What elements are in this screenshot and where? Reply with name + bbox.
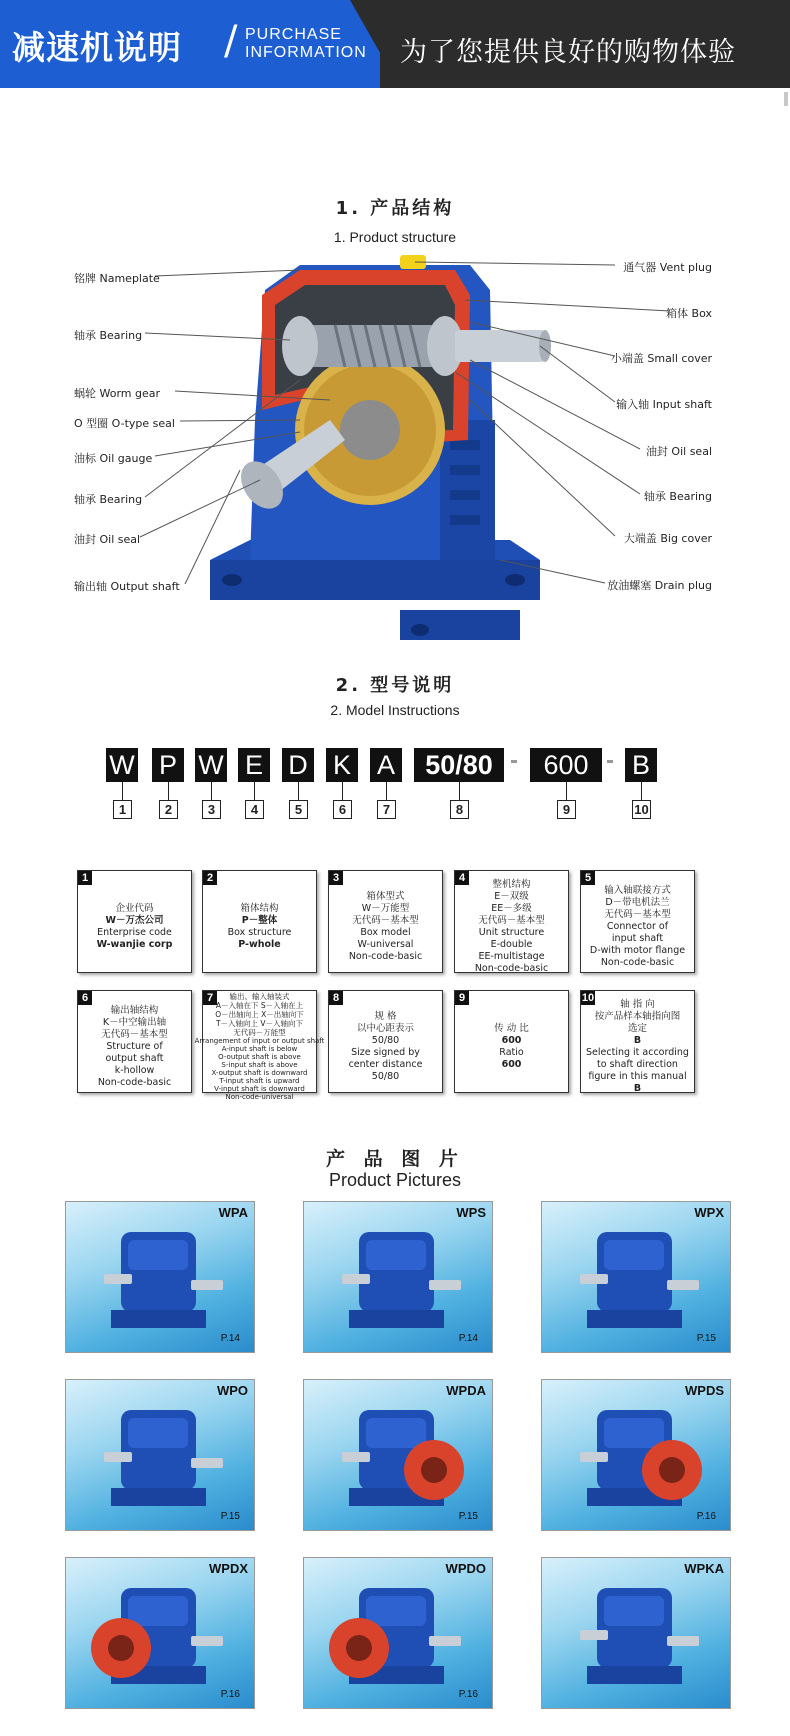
product-page-ref: P.14 [458,1333,478,1344]
section1-title-cn: 1. 产品结构 [335,198,455,219]
code-dash-1 [511,760,517,763]
label-input-shaft: 输入轴 Input shaft [616,398,712,411]
info-card-4 [454,870,569,973]
num-box-6: 6 [333,800,352,819]
card-number: 6 [78,991,92,1005]
card-line: O-output shaft is above [218,1053,301,1061]
code-ratio: 600 [530,748,602,782]
product-tile-wpka[interactable] [541,1557,731,1709]
card-text [81,885,188,968]
label-bearing-right: 轴承 Bearing [643,490,712,503]
card-line: 选定 [627,1022,647,1034]
card-text [458,878,565,974]
product-name: WPDX [209,1561,248,1576]
num-connector-10 [641,782,642,800]
code-size: 50/80 [414,748,504,782]
card-line: input shaft [611,932,664,944]
num-connector-1 [122,782,123,800]
product-page-ref: P.14 [220,1333,240,1344]
num-connector-2 [168,782,169,800]
card-line: B [633,1034,642,1046]
card-line: Unit structure [478,926,545,938]
code-letter-6: K [326,748,358,782]
product-name: WPKA [684,1561,724,1576]
card-line: 600 [501,1034,522,1046]
label-vent-plug: 通气器 Vent plug [623,261,712,274]
card-line: 传 动 比 [494,1022,529,1034]
num-box-5: 5 [289,800,308,819]
gearbox-product-image [66,1558,254,1708]
card-line: D-with motor flange [589,944,686,956]
card-line: P-whole [238,938,281,950]
card-line: O－出轴向上 X－出轴向下 [215,1010,304,1019]
card-line: to shaft direction [597,1058,678,1070]
label-bearing-left-1: 轴承 Bearing [74,329,143,342]
info-card-2 [202,870,317,973]
card-line: 无代码－基本型 [101,1028,168,1040]
card-line: Non-code-basic [97,1076,172,1088]
card-line: Box model [360,926,411,938]
info-card-3 [328,870,443,973]
info-card-1 [77,870,192,973]
section1-title-en: 1. Product structure [333,229,457,245]
card-line: 整机结构 [492,878,531,890]
product-page-ref: P.16 [220,1689,240,1700]
gearbox-product-image [542,1380,730,1530]
products-title-en: Product Pictures [328,1170,462,1190]
card-text [458,1005,565,1088]
card-line: K－中空输出轴 [102,1016,167,1028]
num-connector-6 [342,782,343,800]
card-line: center distance [348,1058,423,1070]
label-drain-plug: 放油螺塞 Drain plug [607,579,712,592]
card-line: 箱体结构 [240,902,279,914]
code-dash-2 [607,760,613,763]
card-line: Structure of [106,1040,163,1052]
gearbox-product-image [304,1380,492,1530]
label-box: 箱体 Box [666,307,712,320]
card-line: Size signed by [351,1046,420,1058]
product-name: WPX [694,1205,724,1220]
card-line: 按产品样本轴指向图 [594,1010,681,1022]
product-tile-wpdx[interactable] [65,1557,255,1709]
card-text [584,885,691,968]
product-name: WPDA [446,1383,486,1398]
card-line: Non-code-basic [600,956,675,968]
card-number: 1 [78,871,92,885]
section2-title-cn: 2. 型号说明 [335,675,455,696]
card-line: W－万杰公司 [105,914,164,926]
card-number: 3 [329,871,343,885]
card-line: S-input shaft is above [221,1061,298,1069]
card-text [194,992,325,1101]
card-text [332,1005,439,1088]
card-line: P－整体 [241,914,278,926]
card-text [206,885,313,968]
label-oil-seal-right: 油封 Oil seal [645,445,712,458]
product-page-ref: P.15 [696,1333,716,1344]
card-line: Connector of [606,920,669,932]
card-line: figure in this manual [588,1070,687,1082]
card-line: A-input shaft is below [221,1045,298,1053]
product-page-ref: P.15 [220,1511,240,1522]
product-tile-wpx[interactable] [541,1201,731,1353]
card-line: V-input shaft is downward [214,1085,305,1093]
card-number: 9 [455,991,469,1005]
num-connector-5 [298,782,299,800]
product-tile-wpo[interactable] [65,1379,255,1531]
card-line: T-input shaft is upward [219,1077,300,1085]
num-connector-7 [386,782,387,800]
card-line: k-hollow [114,1064,155,1076]
card-line: 无代码－基本型 [478,914,545,926]
num-box-1: 1 [113,800,132,819]
card-line: Box structure [227,926,292,938]
card-line: EE-multistage [478,950,545,962]
card-line: A－入轴在下 S－入轴在上 [215,1001,304,1010]
num-box-9: 9 [557,800,576,819]
card-line: 企业代码 [115,902,154,914]
num-box-4: 4 [245,800,264,819]
num-box-8: 8 [450,800,469,819]
gearbox-product-image [66,1202,254,1352]
card-line: 50/80 [371,1070,400,1082]
card-line: 输入轴联接方式 [604,884,671,896]
products-title-cn: 产 品 图 片 [326,1148,464,1170]
num-box-2: 2 [159,800,178,819]
label-oil-seal-left: 油封 Oil seal [74,533,141,546]
code-letter-5: D [282,748,314,782]
label-small-cover: 小端盖 Small cover [610,352,712,365]
card-line: output shaft [105,1052,164,1064]
code-letter-4: E [238,748,270,782]
num-connector-3 [211,782,212,800]
card-number: 5 [581,871,595,885]
label-nameplate: 铭牌 Nameplate [74,272,160,285]
product-name: WPDS [685,1383,724,1398]
num-connector-9 [566,782,567,800]
code-letter-7: A [370,748,402,782]
info-card-5 [580,870,695,973]
label-oil-gauge: 油标 Oil gauge [74,452,153,465]
card-line: 输出、输入轴装式 [229,992,290,1001]
label-o-type-seal: O 型圈 O-type seal [74,417,175,430]
card-line: 箱体型式 [366,890,405,902]
gearbox-product-image [542,1202,730,1352]
header-slash: / [224,18,238,64]
info-card-9 [454,990,569,1093]
num-box-10: 10 [632,800,651,819]
gearbox-product-image [304,1202,492,1352]
card-line: 以中心距表示 [356,1022,414,1034]
card-line: X-output shaft is downward [211,1069,308,1077]
card-line: 50/80 [371,1034,400,1046]
product-page-ref: P.15 [458,1511,478,1522]
product-name: WPDO [445,1561,486,1576]
card-text [332,885,439,968]
card-line: EE－多级 [491,902,532,914]
product-name: WPA [218,1205,248,1220]
code-direction: B [625,748,657,782]
card-line: 无代码－基本型 [352,914,419,926]
card-line: 600 [501,1058,522,1070]
header-title-cn: 减速机说明 [12,28,182,67]
label-bearing-left-2: 轴承 Bearing [74,493,143,506]
card-line: 输出轴结构 [110,1004,159,1016]
product-tile-wpda[interactable] [303,1379,493,1531]
gearbox-product-image [304,1558,492,1708]
card-line: Selecting it according [586,1046,689,1058]
header-title-en-line1: PURCHASE [245,26,342,43]
card-line: 轴 指 向 [620,998,655,1010]
header-tagline: 为了您提供良好的购物体验 [400,37,736,68]
card-number: 10 [581,992,595,1004]
card-line: 无代码－万能型 [233,1028,286,1037]
card-line: W-wanjie corp [96,938,173,950]
gearbox-product-image [66,1380,254,1530]
card-line: Ratio [499,1046,524,1058]
card-text [81,1005,188,1088]
card-line: Non-code-universal [225,1093,294,1101]
product-tile-wpdo[interactable] [303,1557,493,1709]
card-number: 4 [455,871,469,885]
code-letter-3: W [195,748,227,782]
product-name: WPO [216,1383,248,1398]
num-connector-4 [254,782,255,800]
label-output-shaft: 输出轴 Output shaft [74,580,180,593]
section2-title-en: 2. Model Instructions [330,702,460,718]
card-text [584,998,691,1094]
card-number: 7 [203,991,217,1005]
info-card-6 [77,990,192,1093]
info-card-10 [580,990,695,1093]
card-line: Non-code-basic [348,950,423,962]
card-number: 2 [203,871,217,885]
num-connector-8 [459,782,460,800]
card-line: D－带电机法兰 [605,896,670,908]
card-line: 无代码－基本型 [604,908,671,920]
product-name: WPS [456,1205,486,1220]
product-tile-wpa[interactable] [65,1201,255,1353]
label-big-cover: 大端盖 Big cover [623,532,712,545]
card-line: Non-code-basic [474,962,549,974]
num-box-7: 7 [377,800,396,819]
product-tile-wpds[interactable] [541,1379,731,1531]
card-line: Enterprise code [97,926,172,938]
num-box-3: 3 [202,800,221,819]
card-line: T－入轴向上 V－入轴向下 [215,1019,304,1028]
card-line: B [633,1082,642,1094]
gearbox-product-image [542,1558,730,1708]
code-letter-1: W [106,748,138,782]
card-line: W-universal [357,938,414,950]
card-line: Arrangement of input or output shaft [194,1037,325,1045]
product-page-ref: P.16 [458,1689,478,1700]
info-card-8 [328,990,443,1093]
label-worm-gear: 蜗轮 Worm gear [74,387,161,400]
card-line: E－双级 [494,890,529,902]
card-number: 8 [329,991,343,1005]
header-title-en-line2: INFORMATION [245,44,367,61]
card-line: 规 格 [374,1010,397,1022]
info-card-7 [194,990,325,1101]
code-letter-2: P [152,748,184,782]
card-line: W－万能型 [361,902,410,914]
product-page-ref: P.16 [696,1511,716,1522]
card-line: E-double [490,938,533,950]
product-tile-wps[interactable] [303,1201,493,1353]
